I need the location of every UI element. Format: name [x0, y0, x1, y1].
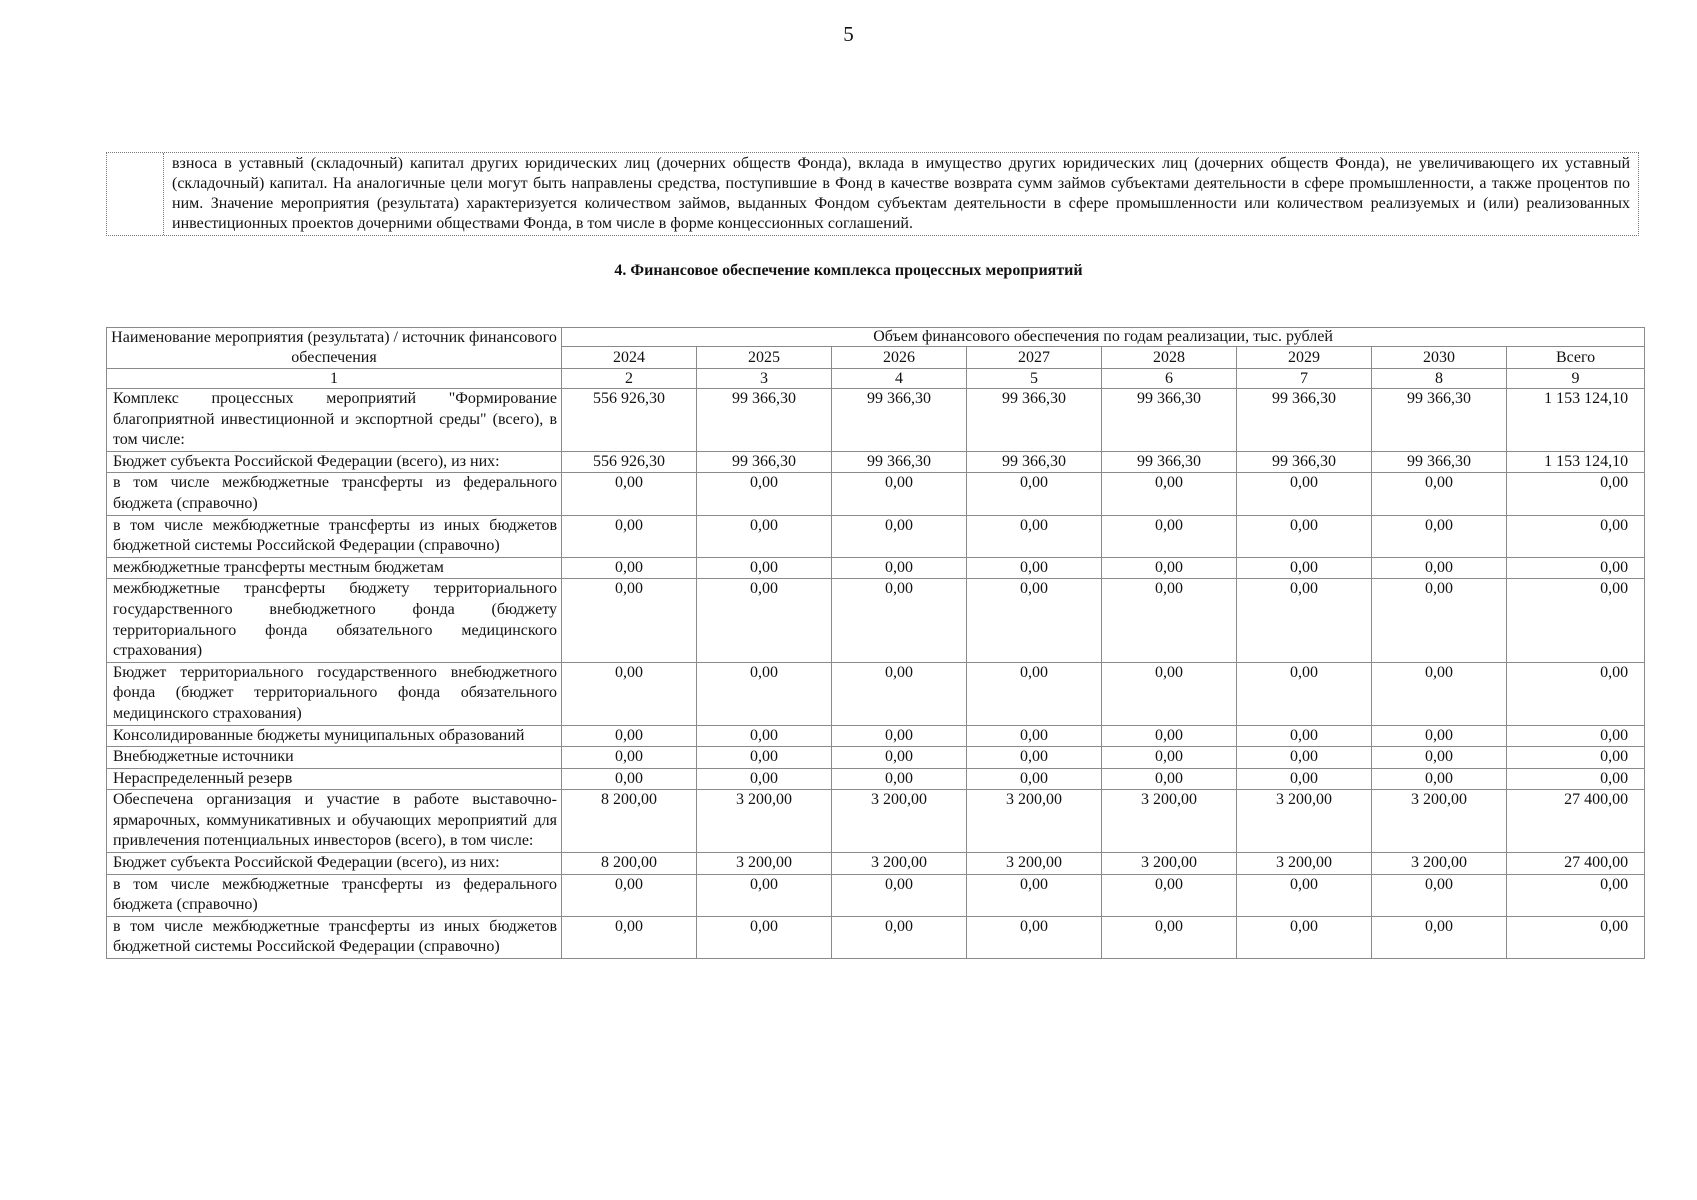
row-name-cell: в том числе межбюджетные трансферты из федерального бюджета (справочно): [107, 874, 562, 916]
row-value-cell: 0,00: [967, 874, 1102, 916]
row-value-cell: 99 366,30: [1102, 389, 1237, 452]
row-value-cell: 99 366,30: [1237, 389, 1372, 452]
row-value-cell: 0,00: [1102, 725, 1237, 747]
row-value-cell: 99 366,30: [967, 389, 1102, 452]
row-value-cell: 0,00: [562, 515, 697, 557]
row-value-cell: 0,00: [967, 747, 1102, 769]
row-value-cell: 0,00: [967, 557, 1102, 579]
row-total-cell: 0,00: [1507, 557, 1645, 579]
row-value-cell: 0,00: [697, 725, 832, 747]
row-value-cell: 3 200,00: [1102, 853, 1237, 875]
row-name-cell: Консолидированные бюджеты муниципальных образований: [107, 725, 562, 747]
column-number-cell: 5: [967, 369, 1102, 389]
row-value-cell: 0,00: [562, 768, 697, 790]
row-name-cell: Нераспределенный резерв: [107, 768, 562, 790]
row-value-cell: 0,00: [1237, 725, 1372, 747]
header-year-cell: 2024: [562, 347, 697, 369]
row-value-cell: 556 926,30: [562, 451, 697, 473]
column-number-cell: 4: [832, 369, 967, 389]
row-value-cell: 0,00: [1102, 579, 1237, 662]
row-total-cell: 0,00: [1507, 515, 1645, 557]
table-row: [107, 853, 1645, 875]
row-value-cell: 0,00: [562, 473, 697, 515]
row-value-cell: 3 200,00: [832, 853, 967, 875]
row-value-cell: 99 366,30: [1102, 451, 1237, 473]
intro-empty-cell: [107, 153, 164, 235]
column-number-cell: 6: [1102, 369, 1237, 389]
row-name-cell: в том числе межбюджетные трансферты из иных бюджетов бюджетной системы Российской Федерации (справочно): [107, 916, 562, 958]
row-value-cell: 0,00: [697, 579, 832, 662]
row-value-cell: 0,00: [1372, 557, 1507, 579]
row-value-cell: 0,00: [697, 515, 832, 557]
row-value-cell: 99 366,30: [697, 389, 832, 452]
row-total-cell: 0,00: [1507, 725, 1645, 747]
row-value-cell: 0,00: [832, 768, 967, 790]
column-number-cell: 8: [1372, 369, 1507, 389]
row-value-cell: 0,00: [1372, 768, 1507, 790]
row-value-cell: 0,00: [1372, 515, 1507, 557]
row-value-cell: 0,00: [1237, 874, 1372, 916]
row-value-cell: 0,00: [1102, 916, 1237, 958]
row-value-cell: 0,00: [697, 557, 832, 579]
row-total-cell: 0,00: [1507, 916, 1645, 958]
row-value-cell: 0,00: [832, 747, 967, 769]
row-value-cell: 0,00: [1237, 662, 1372, 725]
row-value-cell: 0,00: [697, 473, 832, 515]
row-value-cell: 99 366,30: [697, 451, 832, 473]
table-row: [107, 662, 1645, 725]
row-value-cell: 0,00: [967, 916, 1102, 958]
row-value-cell: 3 200,00: [697, 790, 832, 853]
row-value-cell: 3 200,00: [1372, 790, 1507, 853]
table-row: [107, 515, 1645, 557]
header-year-cell: 2027: [967, 347, 1102, 369]
row-value-cell: 0,00: [697, 874, 832, 916]
row-value-cell: 0,00: [967, 768, 1102, 790]
row-value-cell: 0,00: [1372, 747, 1507, 769]
row-name-cell: Комплекс процессных мероприятий "Формирование благоприятной инвестиционной и экспортной среды" (всего), в том числе:: [107, 389, 562, 452]
column-number-cell: 1: [107, 369, 562, 389]
row-total-cell: 27 400,00: [1507, 790, 1645, 853]
row-value-cell: 0,00: [967, 579, 1102, 662]
row-value-cell: 3 200,00: [832, 790, 967, 853]
table-row: [107, 916, 1645, 958]
column-number-cell: 3: [697, 369, 832, 389]
table-row: [107, 579, 1645, 662]
row-value-cell: 0,00: [832, 662, 967, 725]
row-value-cell: 0,00: [562, 874, 697, 916]
row-total-cell: 0,00: [1507, 747, 1645, 769]
row-value-cell: 3 200,00: [1102, 790, 1237, 853]
header-group-cell: Объем финансового обеспечения по годам реализации, тыс. рублей: [562, 328, 1645, 347]
table-row: [107, 768, 1645, 790]
row-value-cell: 0,00: [832, 579, 967, 662]
row-value-cell: 0,00: [562, 916, 697, 958]
row-value-cell: 0,00: [1237, 747, 1372, 769]
row-value-cell: 3 200,00: [1237, 790, 1372, 853]
row-value-cell: 0,00: [562, 557, 697, 579]
table-row: [107, 747, 1645, 769]
row-value-cell: 0,00: [562, 662, 697, 725]
row-value-cell: 99 366,30: [1372, 451, 1507, 473]
row-value-cell: 0,00: [967, 515, 1102, 557]
row-total-cell: 0,00: [1507, 473, 1645, 515]
row-total-cell: 1 153 124,10: [1507, 389, 1645, 452]
row-name-cell: в том числе межбюджетные трансферты из иных бюджетов бюджетной системы Российской Федерации (справочно): [107, 515, 562, 557]
table-row: [107, 473, 1645, 515]
row-value-cell: 0,00: [967, 473, 1102, 515]
row-value-cell: 0,00: [1237, 579, 1372, 662]
row-value-cell: 0,00: [1372, 916, 1507, 958]
table-row: [107, 557, 1645, 579]
table-header: [107, 328, 1645, 369]
row-name-cell: Бюджет субъекта Российской Федерации (всего), из них:: [107, 853, 562, 875]
row-value-cell: 3 200,00: [967, 853, 1102, 875]
row-value-cell: 0,00: [1237, 768, 1372, 790]
row-value-cell: 0,00: [832, 515, 967, 557]
intro-text: взноса в уставный (складочный) капитал других юридических лиц (дочерних обществ Фонда), вклада в имущество других юридических лиц (дочерних обществ Фонда), не увеличивающего их уставный (складочный) капитал. На аналогичные цели могут быть направлены средства, поступившие в Фонд в качестве возврата сумм займов субъектами деятельности в сфере промышленности, а также процентов по ним. Значение мероприятия (результата) характеризуется количеством займов, выданных Фондом субъектам деятельности в сфере промышленности или количеством реализуемых и (или) реализованных инвестиционных проектов дочерними обществами Фонда, в том числе в форме концессионных соглашений.: [172, 155, 1630, 232]
table-body: [107, 369, 1645, 959]
row-value-cell: 0,00: [1102, 874, 1237, 916]
row-value-cell: 0,00: [562, 725, 697, 747]
row-value-cell: 0,00: [967, 662, 1102, 725]
row-value-cell: 0,00: [832, 874, 967, 916]
financing-table: [106, 327, 1645, 959]
row-value-cell: 0,00: [697, 768, 832, 790]
row-value-cell: 3 200,00: [1372, 853, 1507, 875]
row-total-cell: 0,00: [1507, 662, 1645, 725]
row-value-cell: 0,00: [832, 916, 967, 958]
row-value-cell: 0,00: [967, 725, 1102, 747]
section-title: 4. Финансовое обеспечение комплекса процессных мероприятий: [614, 262, 1083, 279]
row-value-cell: 3 200,00: [1237, 853, 1372, 875]
row-value-cell: 0,00: [1372, 579, 1507, 662]
column-number-cell: 7: [1237, 369, 1372, 389]
row-value-cell: 0,00: [1102, 557, 1237, 579]
row-value-cell: 0,00: [832, 725, 967, 747]
row-name-cell: Бюджет территориального государственного внебюджетного фонда (бюджет территориального фонда обязательного медицинского страхования): [107, 662, 562, 725]
row-value-cell: 0,00: [1372, 725, 1507, 747]
row-value-cell: 0,00: [1102, 515, 1237, 557]
row-name-cell: в том числе межбюджетные трансферты из федерального бюджета (справочно): [107, 473, 562, 515]
row-value-cell: 0,00: [1372, 473, 1507, 515]
row-value-cell: 99 366,30: [1237, 451, 1372, 473]
row-value-cell: 99 366,30: [967, 451, 1102, 473]
row-value-cell: 0,00: [1102, 768, 1237, 790]
row-name-cell: межбюджетные трансферты местным бюджетам: [107, 557, 562, 579]
header-year-cell: 2030: [1372, 347, 1507, 369]
row-total-cell: 0,00: [1507, 579, 1645, 662]
row-value-cell: 0,00: [1372, 662, 1507, 725]
row-value-cell: 0,00: [697, 747, 832, 769]
row-value-cell: 0,00: [562, 747, 697, 769]
header-year-cell: 2025: [697, 347, 832, 369]
row-value-cell: 3 200,00: [697, 853, 832, 875]
header-year-cell: 2029: [1237, 347, 1372, 369]
row-total-cell: 27 400,00: [1507, 853, 1645, 875]
row-value-cell: 0,00: [1237, 916, 1372, 958]
table-row: [107, 790, 1645, 853]
row-value-cell: 0,00: [697, 916, 832, 958]
page-number: 5: [843, 22, 854, 46]
row-value-cell: 0,00: [832, 473, 967, 515]
row-total-cell: 1 153 124,10: [1507, 451, 1645, 473]
row-name-cell: Бюджет субъекта Российской Федерации (всего), из них:: [107, 451, 562, 473]
table-row: [107, 389, 1645, 452]
row-total-cell: 0,00: [1507, 768, 1645, 790]
intro-continuation-box: [106, 152, 1639, 236]
row-value-cell: 0,00: [1237, 515, 1372, 557]
column-number-cell: 2: [562, 369, 697, 389]
header-name-cell: Наименование мероприятия (результата) / источник финансового обеспечения: [107, 328, 562, 369]
row-value-cell: 0,00: [832, 557, 967, 579]
row-value-cell: 0,00: [1237, 473, 1372, 515]
row-value-cell: 8 200,00: [562, 790, 697, 853]
row-value-cell: 99 366,30: [1372, 389, 1507, 452]
row-value-cell: 0,00: [1372, 874, 1507, 916]
column-number-cell: 9: [1507, 369, 1645, 389]
column-numbers-row: [107, 369, 1645, 389]
row-name-cell: Внебюджетные источники: [107, 747, 562, 769]
header-year-cell: 2026: [832, 347, 967, 369]
row-value-cell: 556 926,30: [562, 389, 697, 452]
row-value-cell: 0,00: [1102, 662, 1237, 725]
row-value-cell: 8 200,00: [562, 853, 697, 875]
table-row: [107, 451, 1645, 473]
header-year-cell: 2028: [1102, 347, 1237, 369]
row-value-cell: 0,00: [697, 662, 832, 725]
header-year-cell: Всего: [1507, 347, 1645, 369]
row-value-cell: 0,00: [1237, 557, 1372, 579]
row-value-cell: 0,00: [1102, 747, 1237, 769]
row-value-cell: 99 366,30: [832, 451, 967, 473]
row-value-cell: 3 200,00: [967, 790, 1102, 853]
table-row: [107, 874, 1645, 916]
row-name-cell: Обеспечена организация и участие в работе выставочно-ярмарочных, коммуникативных и обучающих мероприятий для привлечения потенциальных инвесторов (всего), в том числе:: [107, 790, 562, 853]
table-row: [107, 725, 1645, 747]
row-total-cell: 0,00: [1507, 874, 1645, 916]
row-name-cell: межбюджетные трансферты бюджету территориального государственного внебюджетного фонда (бюджету территориального фонда обязательного медицинского страхования): [107, 579, 562, 662]
row-value-cell: 0,00: [562, 579, 697, 662]
row-value-cell: 99 366,30: [832, 389, 967, 452]
row-value-cell: 0,00: [1102, 473, 1237, 515]
